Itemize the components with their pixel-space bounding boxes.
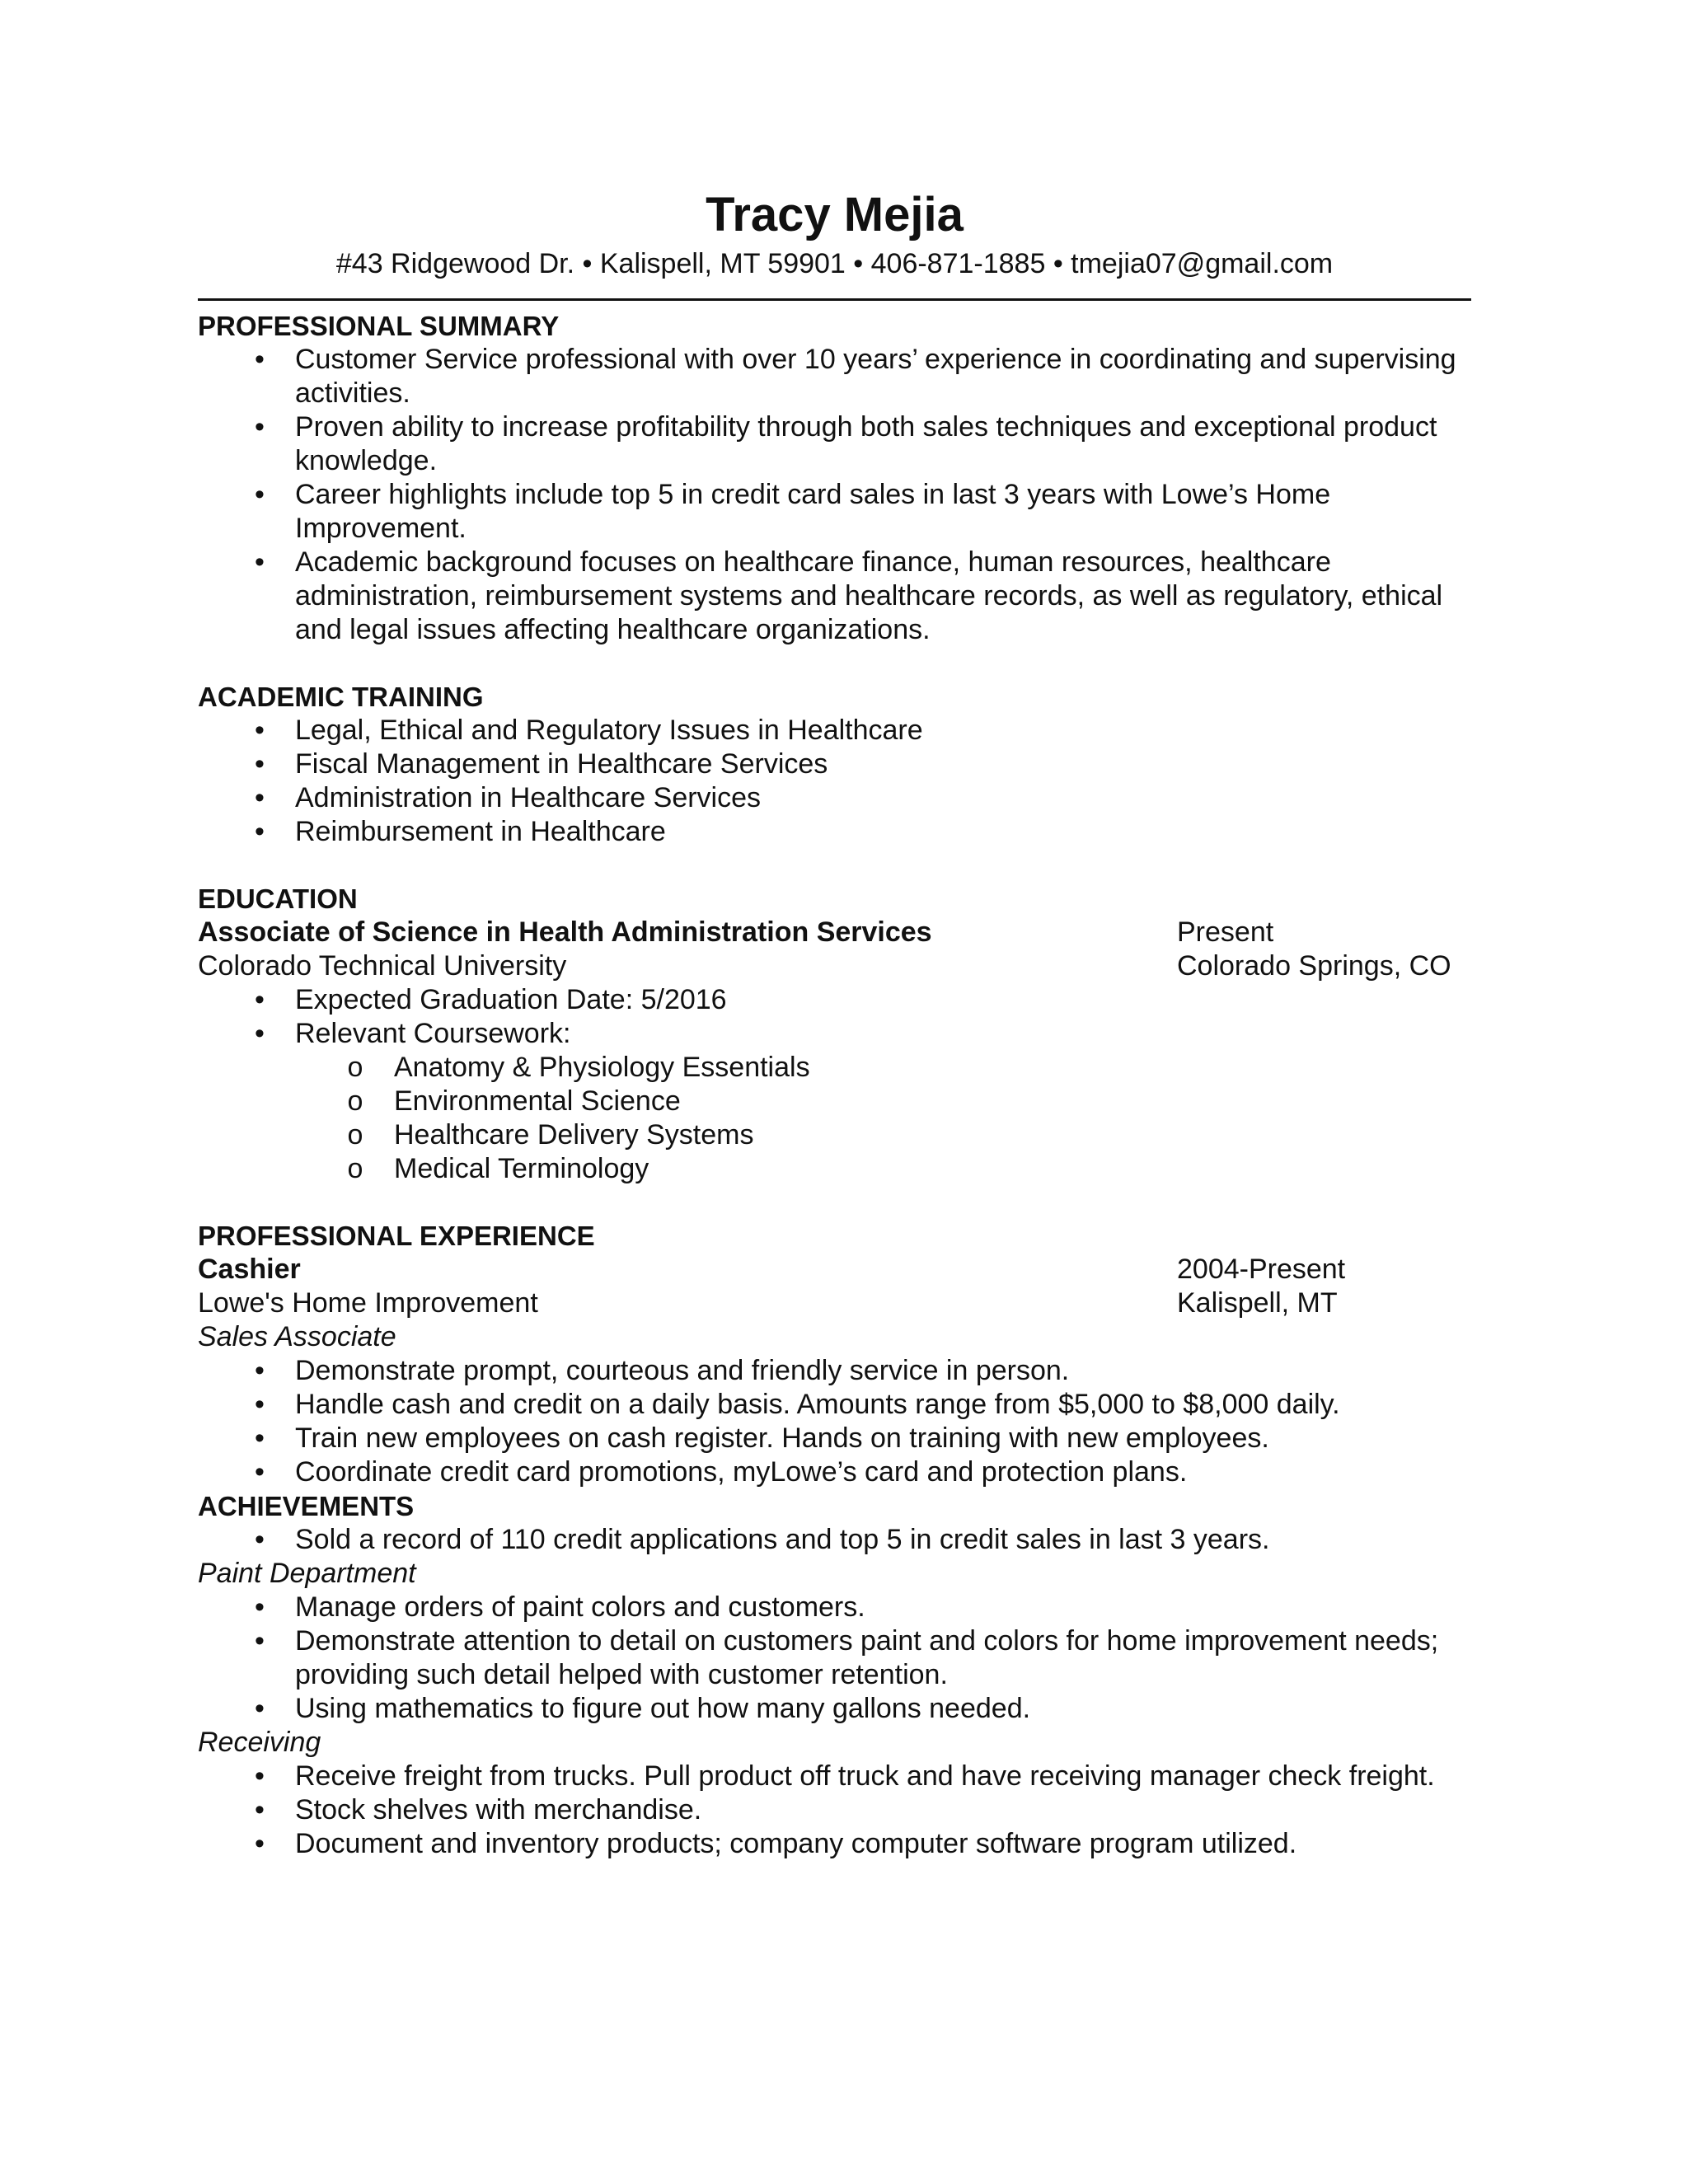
resume-name: Tracy Mejia bbox=[706, 188, 964, 241]
bullet-icon: • bbox=[255, 1389, 265, 1420]
list-item: • Legal, Ethical and Regulatory Issues in Healthcare bbox=[198, 714, 1471, 748]
school-row bbox=[198, 949, 1471, 983]
section-spacer bbox=[198, 849, 1471, 882]
list-item: • Train new employees on cash register. Hands on training with new employees. bbox=[198, 1422, 1471, 1455]
academic-section bbox=[198, 680, 1471, 849]
company-row bbox=[198, 1286, 1471, 1320]
coursework-list bbox=[198, 1051, 1471, 1186]
bullet-icon: • bbox=[255, 1828, 265, 1859]
sales-role-title: Sales Associate bbox=[198, 1321, 396, 1352]
bullet-icon: • bbox=[255, 479, 265, 510]
job-dates: 2004-Present bbox=[1177, 1254, 1346, 1285]
education-section bbox=[198, 882, 1471, 1186]
bullet-icon: • bbox=[255, 1355, 265, 1386]
list-item: o Anatomy & Physiology Essentials bbox=[198, 1051, 1471, 1085]
degree-row bbox=[198, 916, 1471, 949]
company-name: Lowe's Home Improvement bbox=[198, 1287, 538, 1319]
list-item: • Proven ability to increase profitability through both sales techniques and exceptional product knowledge. bbox=[198, 410, 1471, 478]
bullet-icon: • bbox=[255, 1760, 265, 1792]
sub-bullet-icon: o bbox=[347, 1153, 363, 1184]
school-name: Colorado Technical University bbox=[198, 950, 567, 982]
achievements-heading: ACHIEVEMENTS bbox=[198, 1491, 415, 1521]
job-title: Cashier bbox=[198, 1254, 301, 1285]
receiving-duties-list bbox=[198, 1760, 1471, 1861]
education-heading: EDUCATION bbox=[198, 883, 358, 914]
education-list bbox=[198, 983, 1471, 1051]
list-item: • Using mathematics to figure out how many gallons needed. bbox=[198, 1692, 1471, 1726]
list-item: • Fiscal Management in Healthcare Services bbox=[198, 748, 1471, 781]
experience-heading: PROFESSIONAL EXPERIENCE bbox=[198, 1221, 595, 1251]
section-spacer bbox=[198, 1186, 1471, 1219]
resume-page bbox=[198, 185, 1471, 1861]
list-item: • Administration in Healthcare Services bbox=[198, 781, 1471, 815]
bullet-icon: • bbox=[255, 1524, 265, 1555]
job-title-row bbox=[198, 1253, 1471, 1286]
bullet-icon: • bbox=[255, 816, 265, 847]
sub-bullet-icon: o bbox=[347, 1052, 363, 1083]
list-item: • Customer Service professional with over 10 years’ experience in coordinating and supervising activities. bbox=[198, 343, 1471, 410]
list-item: • Reimbursement in Healthcare bbox=[198, 815, 1471, 849]
bullet-icon: • bbox=[255, 1625, 265, 1657]
degree-status: Present bbox=[1177, 916, 1274, 948]
sales-duties-list bbox=[198, 1354, 1471, 1489]
academic-heading: ACADEMIC TRAINING bbox=[198, 682, 484, 712]
list-item: • Demonstrate prompt, courteous and friendly service in person. bbox=[198, 1354, 1471, 1388]
summary-section bbox=[198, 309, 1471, 647]
list-item: o Medical Terminology bbox=[198, 1152, 1471, 1186]
list-item: • Demonstrate attention to detail on customers paint and colors for home improvement needs; providing such detail helped with customer retention. bbox=[198, 1624, 1471, 1692]
company-location: Kalispell, MT bbox=[1177, 1287, 1338, 1319]
list-item: o Healthcare Delivery Systems bbox=[198, 1118, 1471, 1152]
list-item: • Career highlights include top 5 in credit card sales in last 3 years with Lowe’s Home Improvement. bbox=[198, 478, 1471, 546]
degree-title: Associate of Science in Health Administration Services bbox=[198, 916, 932, 948]
summary-heading: PROFESSIONAL SUMMARY bbox=[198, 311, 560, 341]
list-item: • Relevant Coursework: bbox=[198, 1017, 1471, 1051]
paint-duties-list bbox=[198, 1591, 1471, 1726]
bullet-icon: • bbox=[255, 546, 265, 578]
bullet-icon: • bbox=[255, 984, 265, 1015]
receiving-role-title: Receiving bbox=[198, 1727, 321, 1758]
contact-line: #43 Ridgewood Dr. • Kalispell, MT 59901 • 406-871-1885 • tmejia07@gmail.com bbox=[335, 248, 1334, 279]
academic-list bbox=[198, 714, 1471, 849]
list-item: • Expected Graduation Date: 5/2016 bbox=[198, 983, 1471, 1017]
bullet-icon: • bbox=[255, 1456, 265, 1488]
bullet-icon: • bbox=[255, 1693, 265, 1724]
bullet-icon: • bbox=[255, 344, 265, 375]
bullet-icon: • bbox=[255, 411, 265, 443]
sub-bullet-icon: o bbox=[347, 1119, 363, 1151]
section-spacer bbox=[198, 647, 1471, 680]
list-item: • Academic background focuses on healthcare finance, human resources, healthcare administration, reimbursement systems and healthcare records, as well as regulatory, ethical and legal issues affecting healthcare organizations. bbox=[198, 546, 1471, 647]
list-item: • Coordinate credit card promotions, myLowe’s card and protection plans. bbox=[198, 1455, 1471, 1489]
experience-section bbox=[198, 1219, 1471, 1861]
paint-role-title: Paint Department bbox=[198, 1558, 416, 1589]
school-location: Colorado Springs, CO bbox=[1177, 950, 1451, 982]
bullet-icon: • bbox=[255, 748, 265, 780]
list-item: • Handle cash and credit on a daily basis. Amounts range from $5,000 to $8,000 daily. bbox=[198, 1388, 1471, 1422]
bullet-icon: • bbox=[255, 1422, 265, 1454]
bullet-icon: • bbox=[255, 1591, 265, 1623]
list-item: • Document and inventory products; company computer software program utilized. bbox=[198, 1827, 1471, 1861]
bullet-icon: • bbox=[255, 782, 265, 813]
bullet-icon: • bbox=[255, 715, 265, 746]
list-item: o Environmental Science bbox=[198, 1085, 1471, 1118]
sub-bullet-icon: o bbox=[347, 1085, 363, 1117]
list-item: • Sold a record of 110 credit applications and top 5 in credit sales in last 3 years. bbox=[198, 1523, 1471, 1557]
bullet-icon: • bbox=[255, 1794, 265, 1825]
list-item: • Receive freight from trucks. Pull product off truck and have receiving manager check freight. bbox=[198, 1760, 1471, 1793]
summary-list bbox=[198, 343, 1471, 647]
list-item: • Stock shelves with merchandise. bbox=[198, 1793, 1471, 1827]
achievements-list bbox=[198, 1523, 1471, 1557]
header-divider bbox=[198, 298, 1471, 301]
bullet-icon: • bbox=[255, 1018, 265, 1049]
list-item: • Manage orders of paint colors and customers. bbox=[198, 1591, 1471, 1624]
